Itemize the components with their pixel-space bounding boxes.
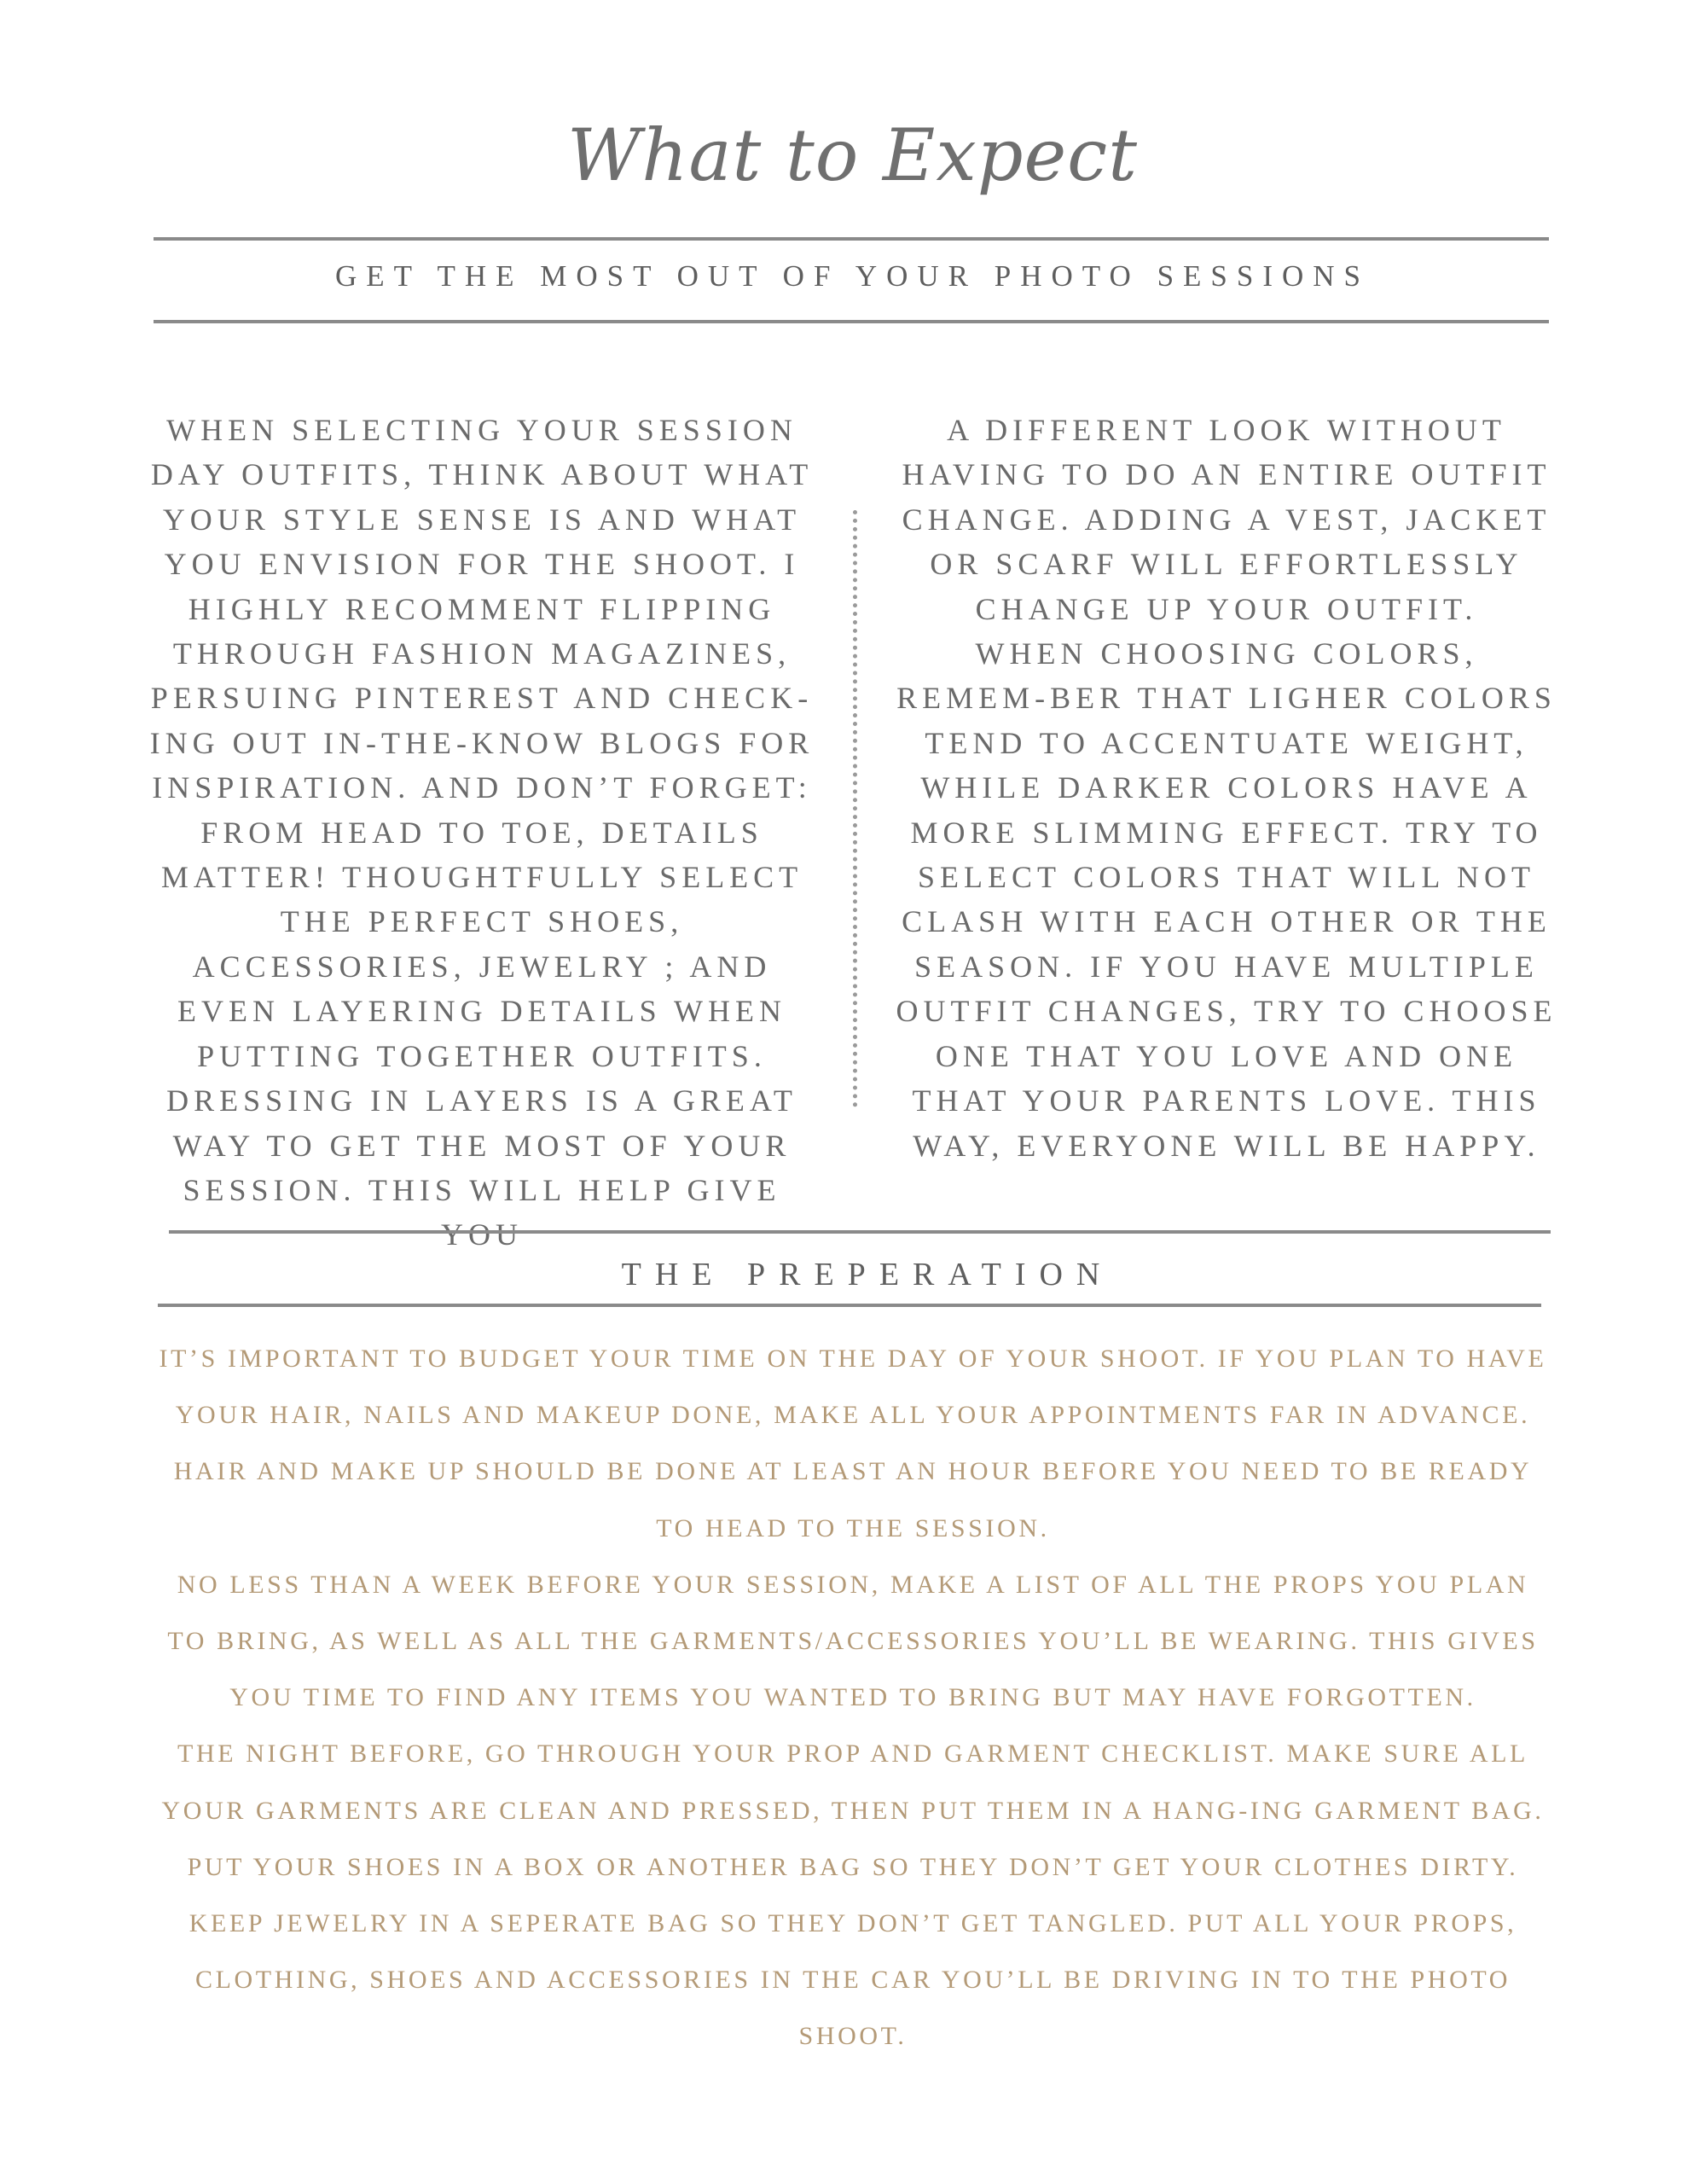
page-title: What to Expect [567, 113, 1138, 197]
preparation-paragraph: THE NIGHT BEFORE, GO THROUGH YOUR PROP AND GARMENT CHECKLIST. MAKE SURE ALL YOUR GARMENTS ARE CLEAN AND PRESSED, THEN PUT THEM IN A HANG-ING GARMENT BAG. PUT YOUR SHOES IN A BOX OR ANOTHER BAG SO THEY DON’T GET YOUR CLOTHES DIRTY. KEEP JEWELRY IN A SEPERATE BAG SO THEY DON’T GET TANGLED. PUT ALL YOUR PROPS, CLOTHING, SHOES AND ACCESSORIES IN THE CAR YOU’LL BE DRIVING IN TO THE PHOTO SHOOT. [161, 1740, 1545, 2051]
right-column [894, 408, 1559, 1168]
left-column-paragraph: WHEN SELECTING YOUR SESSION DAY OUTFITS, THINK ABOUT WHAT YOUR STYLE SENSE IS AND WHAT YOU ENVISION FOR THE SHOOT. I HIGHLY RECOMMENT FLIPPING THROUGH FASHION MAGAZINES, PERSUING PINTEREST AND CHECK-ING OUT IN-THE-KNOW BLOGS FOR INSPIRATION. AND DON’T FORGET: FROM HEAD TO TOE, DETAILS MATTER! THOUGHTFULLY SELECT THE PERFECT SHOES, ACCESSORIES, JEWELRY ; AND EVEN LAYERING DETAILS WHEN PUTTING TOGETHER OUTFITS. [149, 413, 815, 1073]
preparation-paragraph: IT’S IMPORTANT TO BUDGET YOUR TIME ON THE DAY OF YOUR SHOOT. IF YOU PLAN TO HAVE YOUR HAIR, NAILS AND MAKEUP DONE, MAKE ALL YOUR APPOINTMENTS FAR IN ADVANCE. HAIR AND MAKE UP SHOULD BE DONE AT LEAST AN HOUR BEFORE YOU NEED TO BE READY TO HEAD TO THE SESSION. [159, 1345, 1547, 1542]
left-column-paragraph: DRESSING IN LAYERS IS A GREAT WAY TO GET THE MOST OF YOUR SESSION. THIS WILL HELP GIVE YOU [166, 1083, 797, 1252]
page-subtitle: GET THE MOST OUT OF YOUR PHOTO SESSIONS [334, 259, 1371, 293]
section-top-rule [169, 1230, 1551, 1234]
column-divider [853, 510, 857, 1107]
header-top-rule [154, 237, 1549, 241]
header-bottom-rule [154, 320, 1549, 323]
section-title: THE PREPERATION [621, 1257, 1114, 1292]
preparation-body [154, 1331, 1552, 2065]
preparation-paragraph: NO LESS THAN A WEEK BEFORE YOUR SESSION, MAKE A LIST OF ALL THE PROPS YOU PLAN TO BRING, AS WELL AS ALL THE GARMENTS/ACCESSORIES YOU’LL BE WEARING. THIS GIVES YOU TIME TO FIND ANY ITEMS YOU WANTED TO BRING BUT MAY HAVE FORGOTTEN. [167, 1570, 1539, 1712]
right-column-paragraph: A DIFFERENT LOOK WITHOUT HAVING TO DO AN ENTIRE OUTFIT CHANGE. ADDING A VEST, JACKET OR SCARF WILL EFFORTLESSLY CHANGE UP YOUR OUTFIT. [902, 413, 1551, 626]
right-column-paragraph: WHEN CHOOSING COLORS, REMEM-BER THAT LIGHER COLORS TEND TO ACCENTUATE WEIGHT, WHILE DARKER COLORS HAVE A MORE SLIMMING EFFECT. TRY TO SELECT COLORS THAT WILL NOT CLASH WITH EACH OTHER OR THE SEASON. IF YOU HAVE MULTIPLE OUTFIT CHANGES, TRY TO CHOOSE ONE THAT YOU LOVE AND ONE THAT YOUR PARENTS LOVE. THIS WAY, EVERYONE WILL BE HAPPY. [896, 636, 1557, 1163]
left-column [149, 408, 815, 1258]
section-bottom-rule [158, 1304, 1541, 1307]
